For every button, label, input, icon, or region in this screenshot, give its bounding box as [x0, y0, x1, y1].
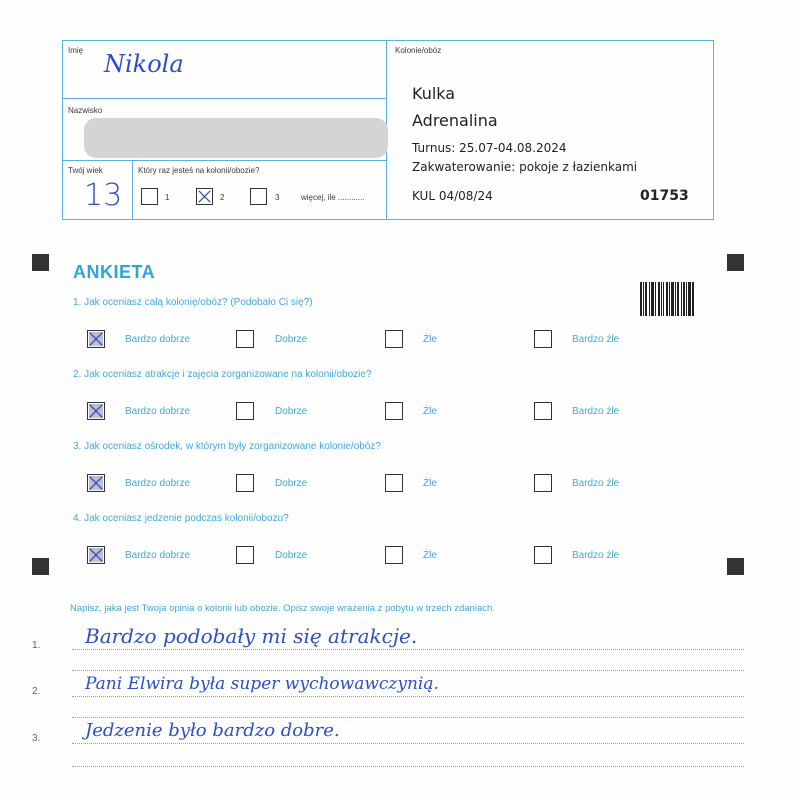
header-divider	[62, 160, 387, 161]
answer-rule	[72, 696, 744, 697]
q2-good-checkbox[interactable]	[236, 402, 254, 420]
q2-option-very-bad: Bardzo źle	[572, 406, 620, 417]
answer-rule	[72, 717, 744, 718]
times-option-3: 3	[275, 193, 280, 202]
q1-option-bad: Źle	[423, 334, 437, 345]
last-name-label: Nazwisko	[68, 106, 103, 115]
form-code: KUL 04/08/24	[412, 189, 493, 203]
times-option-2: 2	[220, 193, 225, 202]
question-3: 3. Jak oceniasz ośrodek, w którym były zorganizowane kolonie/obóz?	[73, 441, 381, 452]
turnus: Turnus: 25.07-04.08.2024	[412, 141, 567, 155]
line-number-2: 2.	[32, 686, 41, 697]
times-option-more: więcej, ile ............	[301, 193, 365, 202]
question-4: 4. Jak oceniasz jedzenie podczas kolonii/obozu?	[73, 513, 289, 524]
x-mark-icon	[88, 547, 104, 563]
q3-good-checkbox[interactable]	[236, 474, 254, 492]
x-mark-icon	[88, 331, 104, 347]
q2-very-good-checkbox[interactable]	[87, 402, 105, 420]
q3-option-very-bad: Bardzo źle	[572, 478, 620, 489]
x-mark-icon	[88, 475, 104, 491]
answer-rule	[72, 649, 744, 650]
q3-very-good-checkbox[interactable]	[87, 474, 105, 492]
answer-rule	[72, 670, 744, 671]
answer-rule	[72, 743, 744, 744]
question-2: 2. Jak oceniasz atrakcje i zajęcia zorganizowane na kolonii/obozie?	[73, 369, 372, 380]
q2-option-very-good: Bardzo dobrze	[125, 406, 191, 417]
times-checkbox-3[interactable]	[250, 188, 267, 205]
registration-mark	[32, 558, 49, 575]
line-number-1: 1.	[32, 640, 41, 651]
first-name-value[interactable]: Nikola	[104, 50, 184, 78]
registration-mark	[32, 254, 49, 271]
camp-line-1: Kulka	[412, 84, 456, 103]
age-value[interactable]: 13	[84, 178, 123, 213]
q1-very-good-checkbox[interactable]	[87, 330, 105, 348]
q2-option-good: Dobrze	[275, 406, 308, 417]
answer-rule	[72, 766, 744, 767]
answer-line-1[interactable]: Bardzo podobały mi się atrakcje.	[85, 624, 418, 648]
header-divider	[132, 160, 133, 220]
q3-option-very-good: Bardzo dobrze	[125, 478, 191, 489]
camp-line-2: Adrenalina	[412, 111, 498, 130]
q4-option-very-bad: Bardzo źle	[572, 550, 620, 561]
q1-good-checkbox[interactable]	[236, 330, 254, 348]
q4-good-checkbox[interactable]	[236, 546, 254, 564]
times-checkbox-2[interactable]	[196, 188, 213, 205]
registration-mark	[727, 558, 744, 575]
age-label: Twój wiek	[68, 166, 103, 175]
registration-mark	[727, 254, 744, 271]
q3-option-bad: Źle	[423, 478, 437, 489]
q1-very-bad-checkbox[interactable]	[534, 330, 552, 348]
redacted-last-name	[84, 118, 388, 158]
times-option-1: 1	[165, 193, 170, 202]
form-number: 01753	[640, 188, 689, 204]
header-divider	[62, 98, 387, 99]
opinion-prompt: Napisz, jaka jest Twoja opinia o kolonii lub obozie. Opisz swoje wrażenia z pobytu w trzech zdaniach.	[70, 603, 495, 614]
x-mark-icon	[88, 403, 104, 419]
answer-line-3[interactable]: Jedzenie było bardzo dobre.	[85, 720, 340, 741]
q1-option-very-bad: Bardzo źle	[572, 334, 620, 345]
answer-line-2[interactable]: Pani Elwira była super wychowawczynią.	[85, 674, 439, 694]
q2-bad-checkbox[interactable]	[385, 402, 403, 420]
q4-option-good: Dobrze	[275, 550, 308, 561]
question-1: 1. Jak oceniasz całą kolonię/obóz? (Podobało Ci się?)	[73, 297, 313, 308]
q2-very-bad-checkbox[interactable]	[534, 402, 552, 420]
q1-option-good: Dobrze	[275, 334, 308, 345]
times-label: Który raz jesteś na kolonii/obozie?	[138, 166, 260, 175]
times-checkbox-1[interactable]	[141, 188, 158, 205]
barcode	[640, 282, 694, 316]
q2-option-bad: Źle	[423, 406, 437, 417]
q3-very-bad-checkbox[interactable]	[534, 474, 552, 492]
camp-label: Kolonie/obóz	[395, 46, 442, 55]
survey-title: ANKIETA	[73, 262, 156, 282]
q3-bad-checkbox[interactable]	[385, 474, 403, 492]
q3-option-good: Dobrze	[275, 478, 308, 489]
first-name-label: Imię	[68, 46, 84, 55]
q1-option-very-good: Bardzo dobrze	[125, 334, 191, 345]
line-number-3: 3.	[32, 733, 41, 744]
accommodation: Zakwaterowanie: pokoje z łazienkami	[412, 160, 638, 174]
q1-bad-checkbox[interactable]	[385, 330, 403, 348]
q4-very-bad-checkbox[interactable]	[534, 546, 552, 564]
q4-option-very-good: Bardzo dobrze	[125, 550, 191, 561]
q4-bad-checkbox[interactable]	[385, 546, 403, 564]
x-mark-icon	[197, 189, 212, 204]
q4-option-bad: Źle	[423, 550, 437, 561]
q4-very-good-checkbox[interactable]	[87, 546, 105, 564]
